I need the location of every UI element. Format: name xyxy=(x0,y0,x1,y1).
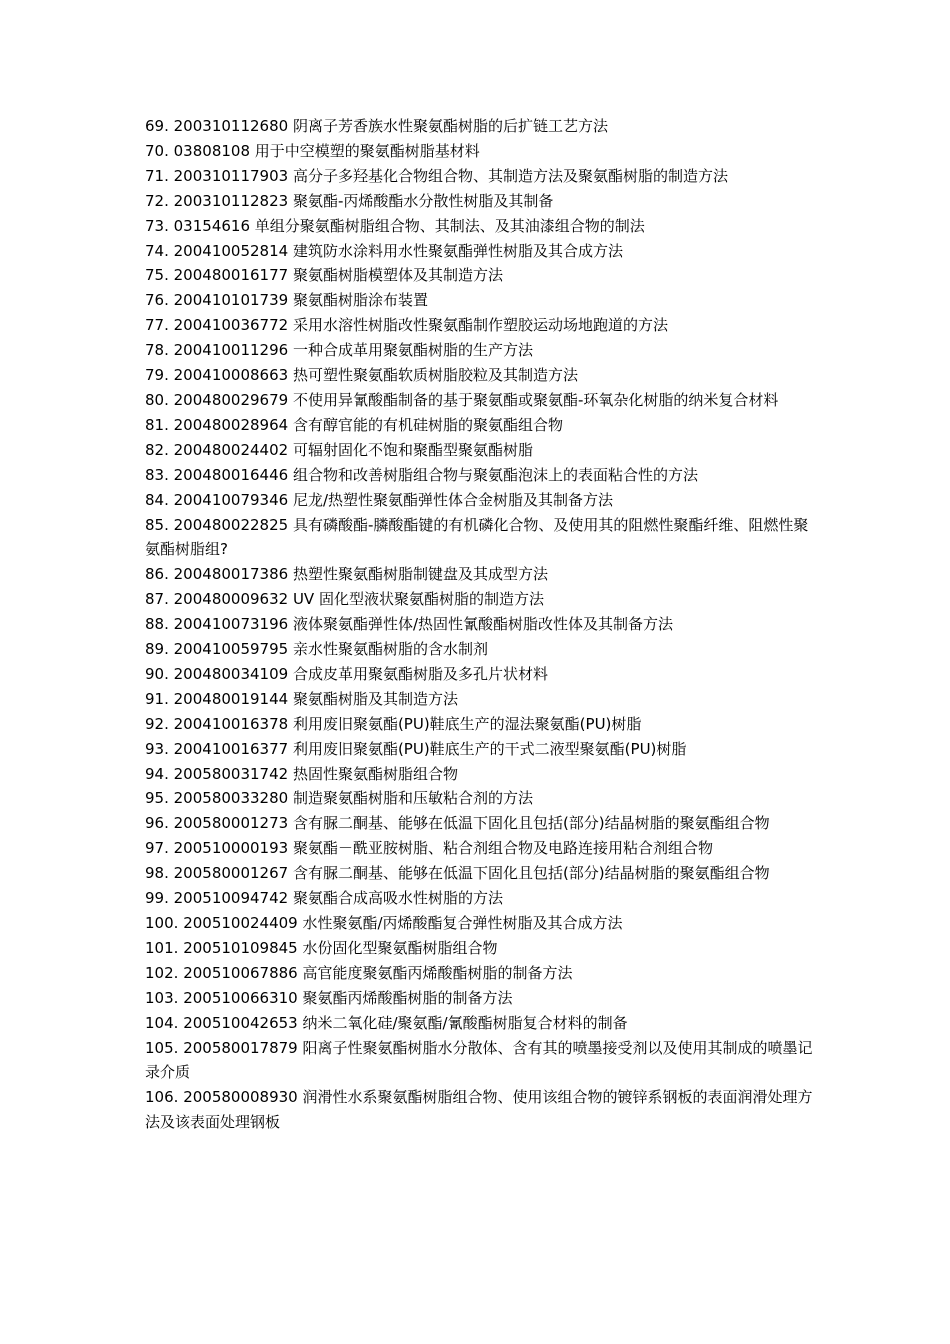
list-item: 106. 200580008930 润滑性水系聚氨酯树脂组合物、使用该组合物的镀锌系钢板的表面润滑处理方法及该表面处理钢板 xyxy=(145,1088,813,1132)
list-item: 89. 200410059795 亲水性聚氨酯树脂的含水制剂 xyxy=(145,640,488,659)
list-item: 99. 200510094742 聚氨酯合成高吸水性树脂的方法 xyxy=(145,889,503,908)
list-item: 69. 200310112680 阴离子芳香族水性聚氨酯树脂的后扩链工艺方法 xyxy=(145,117,608,135)
list-item: 96. 200580001273 含有脲二酮基、能够在低温下固化且包括(部分)结晶树脂的聚氨酯组合物 xyxy=(145,814,770,833)
list-item: 81. 200480028964 含有醇官能的有机硅树脂的聚氨酯组合物 xyxy=(145,415,563,434)
list-item: 94. 200580031742 热固性聚氨酯树脂组合物 xyxy=(145,764,458,783)
list-item: 70. 03808108 用于中空模塑的聚氨酯树脂基材料 xyxy=(145,141,480,160)
list-item: 98. 200580001267 含有脲二酮基、能够在低温下固化且包括(部分)结晶树脂的聚氨酯组合物 xyxy=(145,864,770,883)
list-item: 105. 200580017879 阳离子性聚氨酯树脂水分散体、含有其的喷墨接受剂以及使用其制成的喷墨记录介质 xyxy=(145,1038,813,1082)
list-item: 101. 200510109845 水份固化型聚氨酯树脂组合物 xyxy=(145,938,498,957)
list-item: 84. 200410079346 尼龙/热塑性聚氨酯弹性体合金树脂及其制备方法 xyxy=(145,490,614,509)
list-item: 83. 200480016446 组合物和改善树脂组合物与聚氨酯泡沫上的表面粘合性的方法 xyxy=(145,465,698,484)
list-item: 87. 200480009632 UV 固化型液状聚氨酯树脂的制造方法 xyxy=(145,590,544,609)
list-item: 78. 200410011296 一种合成革用聚氨酯树脂的生产方法 xyxy=(145,341,533,360)
list-item: 82. 200480024402 可辐射固化不饱和聚酯型聚氨酯树脂 xyxy=(145,440,533,459)
list-item: 90. 200480034109 合成皮革用聚氨酯树脂及多孔片状材料 xyxy=(145,664,548,683)
list-item: 91. 200480019144 聚氨酯树脂及其制造方法 xyxy=(145,689,458,708)
list-item: 74. 200410052814 建筑防水涂料用水性聚氨酯弹性树脂及其合成方法 xyxy=(145,241,623,260)
list-item: 95. 200580033280 制造聚氨酯树脂和压敏粘合剂的方法 xyxy=(145,789,533,808)
list-item: 88. 200410073196 液体聚氨酯弹性体/热固性氰酸酯树脂改性体及其制备方法 xyxy=(145,615,674,634)
list-item: 76. 200410101739 聚氨酯树脂涂布装置 xyxy=(145,291,428,310)
list-item: 73. 03154616 单组分聚氨酯树脂组合物、其制法、及其油漆组合物的制法 xyxy=(145,216,645,235)
list-item: 72. 200310112823 聚氨酯-丙烯酸酯水分散性树脂及其制备 xyxy=(145,191,554,210)
list-item: 85. 200480022825 具有磷酸酯-膦酸酯键的有机磷化合物、及使用其的阻燃性聚酯纤维、阻燃性聚氨酯树脂组? xyxy=(145,515,809,559)
list-item: 103. 200510066310 聚氨酯丙烯酸酯树脂的制备方法 xyxy=(145,988,513,1007)
list-item: 97. 200510000193 聚氨酯－酰亚胺树脂、粘合剂组合物及电路连接用粘合剂组合物 xyxy=(145,839,713,858)
list-item: 79. 200410008663 热可塑性聚氨酯软质树脂胶粒及其制造方法 xyxy=(145,366,578,385)
list-item: 75. 200480016177 聚氨酯树脂模塑体及其制造方法 xyxy=(145,266,503,285)
list-item: 104. 200510042653 纳米二氧化硅/聚氨酯/氰酸酯树脂复合材料的制备 xyxy=(145,1013,628,1032)
list-item: 80. 200480029679 不使用异氰酸酯制备的基于聚氨酯或聚氨酯-环氧杂化树脂的纳米复合材料 xyxy=(145,390,779,409)
list-item: 100. 200510024409 水性聚氨酯/丙烯酸酯复合弹性树脂及其合成方法 xyxy=(145,914,623,932)
list-item: 71. 200310117903 高分子多羟基化合物组合物、其制造方法及聚氨酯树脂的制造方法 xyxy=(145,166,728,185)
list-item: 86. 200480017386 热塑性聚氨酯树脂制键盘及其成型方法 xyxy=(145,565,548,584)
list-item: 102. 200510067886 高官能度聚氨酯丙烯酸酯树脂的制备方法 xyxy=(145,963,573,982)
list-item: 93. 200410016377 利用废旧聚氨酯(PU)鞋底生产的干式二液型聚氨酯(PU)树脂 xyxy=(145,739,687,758)
patent-list xyxy=(145,114,813,1135)
list-item: 77. 200410036772 采用水溶性树脂改性聚氨酯制作塑胶运动场地跑道的方法 xyxy=(145,316,668,335)
list-item: 92. 200410016378 利用废旧聚氨酯(PU)鞋底生产的湿法聚氨酯(PU)树脂 xyxy=(145,714,642,733)
